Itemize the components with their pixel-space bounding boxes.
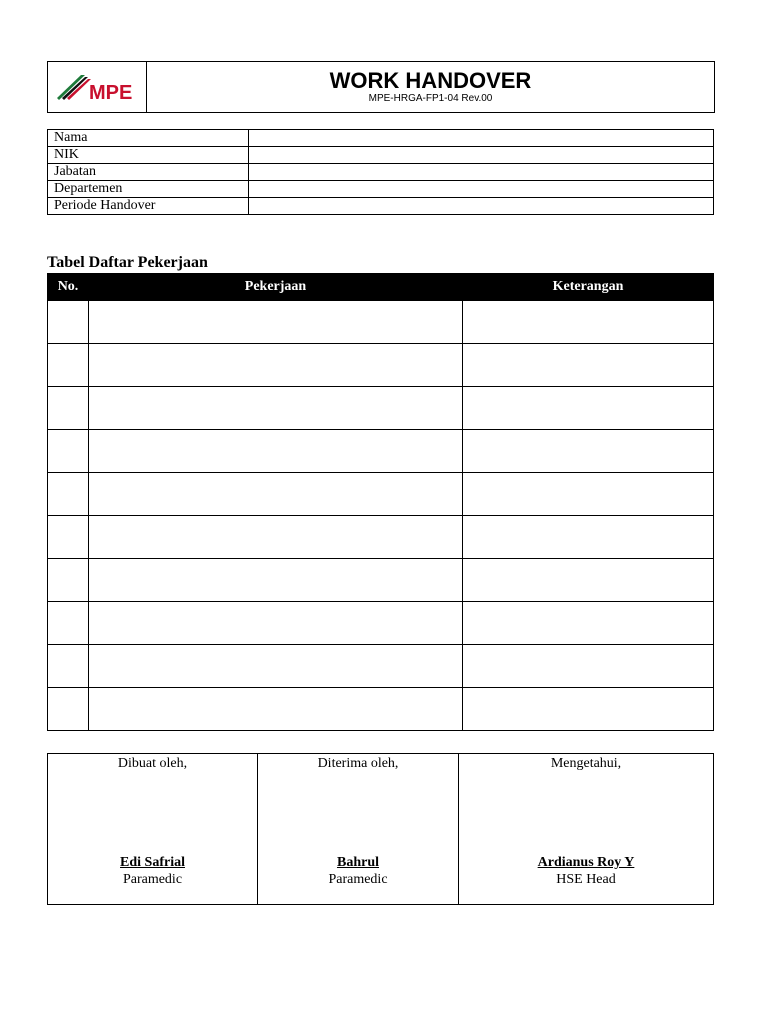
task-pekerjaan-cell[interactable] <box>89 645 463 688</box>
info-row <box>48 164 714 181</box>
task-pekerjaan-cell[interactable] <box>89 301 463 344</box>
signature-role: Mengetahui, <box>550 756 622 771</box>
task-keterangan-cell[interactable] <box>463 559 714 602</box>
info-label: NIK <box>48 147 249 164</box>
info-label: Periode Handover <box>48 198 249 215</box>
signature-name: Edi Safrial <box>120 855 185 870</box>
form-header <box>47 61 715 113</box>
info-label: Departemen <box>48 181 249 198</box>
task-pekerjaan-cell[interactable] <box>89 473 463 516</box>
task-table-body <box>48 301 714 731</box>
table-row <box>48 430 714 473</box>
signature-role: Diterima oleh, <box>317 756 399 771</box>
task-table-title: Tabel Daftar Pekerjaan <box>47 254 208 271</box>
signature-name: Bahrul <box>336 855 379 870</box>
info-row <box>48 181 714 198</box>
task-keterangan-cell[interactable] <box>463 387 714 430</box>
table-row <box>48 645 714 688</box>
table-row <box>48 473 714 516</box>
signature-position: Paramedic <box>122 872 183 887</box>
table-row <box>48 344 714 387</box>
task-keterangan-cell[interactable] <box>463 344 714 387</box>
task-no-cell[interactable] <box>48 559 89 602</box>
table-row <box>48 516 714 559</box>
task-table-header <box>48 274 714 301</box>
task-pekerjaan-cell[interactable] <box>89 387 463 430</box>
task-keterangan-cell[interactable] <box>463 516 714 559</box>
table-row <box>48 301 714 344</box>
logo-cell <box>48 62 147 112</box>
task-pekerjaan-cell[interactable] <box>89 516 463 559</box>
task-no-cell[interactable] <box>48 645 89 688</box>
task-keterangan-cell[interactable] <box>463 602 714 645</box>
table-row <box>48 688 714 731</box>
info-value-field[interactable] <box>249 147 714 164</box>
info-value-field[interactable] <box>249 130 714 147</box>
info-label: Nama <box>48 130 249 147</box>
info-value-field[interactable] <box>249 181 714 198</box>
task-no-cell[interactable] <box>48 430 89 473</box>
task-keterangan-cell[interactable] <box>463 688 714 731</box>
signature-role: Dibuat oleh, <box>117 756 188 771</box>
task-table <box>47 273 714 731</box>
column-header-no: No. <box>48 274 89 301</box>
info-label: Jabatan <box>48 164 249 181</box>
info-row <box>48 198 714 215</box>
signature-table <box>47 753 714 905</box>
task-pekerjaan-cell[interactable] <box>89 688 463 731</box>
signature-block-acknowledged <box>459 754 714 905</box>
task-keterangan-cell[interactable] <box>463 430 714 473</box>
task-no-cell[interactable] <box>48 516 89 559</box>
task-pekerjaan-cell[interactable] <box>89 430 463 473</box>
signature-position: Paramedic <box>328 872 388 887</box>
table-row <box>48 387 714 430</box>
task-no-cell[interactable] <box>48 344 89 387</box>
task-no-cell[interactable] <box>48 387 89 430</box>
task-no-cell[interactable] <box>48 301 89 344</box>
column-header-pekerjaan: Pekerjaan <box>89 274 463 301</box>
signature-block-prepared <box>48 754 258 905</box>
task-no-cell[interactable] <box>48 473 89 516</box>
signature-name: Ardianus Roy Y <box>537 855 635 870</box>
signature-block-received <box>258 754 459 905</box>
task-keterangan-cell[interactable] <box>463 473 714 516</box>
info-row <box>48 147 714 164</box>
info-value-field[interactable] <box>249 198 714 215</box>
task-no-cell[interactable] <box>48 602 89 645</box>
logo-text: MPE <box>89 82 133 104</box>
task-keterangan-cell[interactable] <box>463 301 714 344</box>
title-cell <box>147 62 714 112</box>
task-pekerjaan-cell[interactable] <box>89 559 463 602</box>
task-no-cell[interactable] <box>48 688 89 731</box>
table-row <box>48 559 714 602</box>
info-row <box>48 130 714 147</box>
document-code: MPE-HRGA-FP1-04 Rev.00 <box>368 93 493 104</box>
document-title: WORK HANDOVER <box>329 68 532 93</box>
task-pekerjaan-cell[interactable] <box>89 344 463 387</box>
signature-position: HSE Head <box>556 872 616 887</box>
task-keterangan-cell[interactable] <box>463 645 714 688</box>
signature-row <box>48 754 714 905</box>
column-header-keterangan: Keterangan <box>463 274 714 301</box>
info-value-field[interactable] <box>249 164 714 181</box>
mpe-logo <box>55 69 139 105</box>
employee-info-table <box>47 129 714 215</box>
table-row <box>48 602 714 645</box>
task-pekerjaan-cell[interactable] <box>89 602 463 645</box>
